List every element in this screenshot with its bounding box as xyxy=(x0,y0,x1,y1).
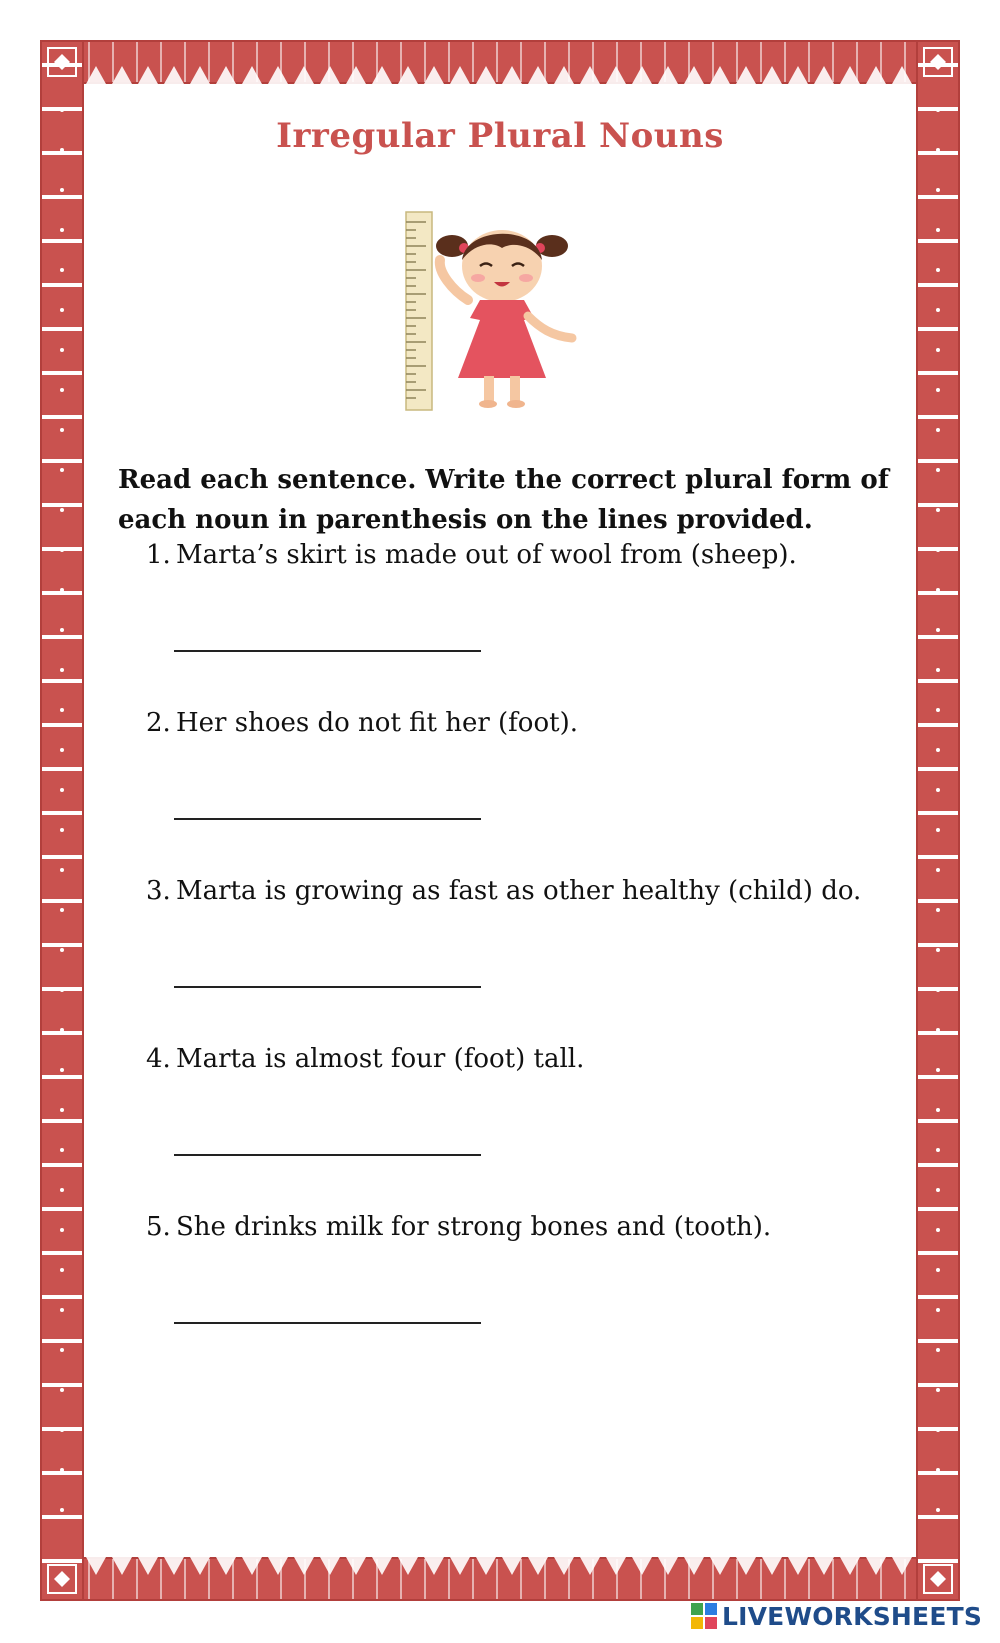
question-number: 5. xyxy=(146,1212,171,1242)
liveworksheets-logo-icon xyxy=(690,1602,718,1630)
question-1 xyxy=(146,538,926,572)
question-number: 4. xyxy=(146,1044,171,1074)
answer-line-5[interactable] xyxy=(174,1322,481,1324)
question-3 xyxy=(146,874,926,908)
question-5 xyxy=(146,1210,926,1244)
answer-line-1[interactable] xyxy=(174,650,481,652)
worksheet-title: Irregular Plural Nouns xyxy=(276,116,724,156)
question-text: Marta is almost four (foot) tall. xyxy=(176,1044,585,1074)
question-text: Marta’s skirt is made out of wool from (sheep). xyxy=(176,540,797,570)
answer-line-2[interactable] xyxy=(174,818,481,820)
girl-measuring-height-icon xyxy=(400,208,610,418)
question-text: Her shoes do not fit her (foot). xyxy=(176,708,578,738)
liveworksheets-branding[interactable] xyxy=(690,1596,990,1636)
question-number: 3. xyxy=(146,876,171,906)
question-4 xyxy=(146,1042,926,1076)
answer-line-3[interactable] xyxy=(174,986,481,988)
answer-line-4[interactable] xyxy=(174,1154,481,1156)
brand-name: LIVEWORKSHEETS xyxy=(722,1601,983,1631)
question-text: Marta is growing as fast as other healthy (child) do. xyxy=(176,876,862,906)
question-text: She drinks milk for strong bones and (tooth). xyxy=(176,1212,772,1242)
question-number: 2. xyxy=(146,708,171,738)
question-number: 1. xyxy=(146,540,171,570)
instructions-text: Read each sentence. Write the correct plural form of each noun in parenthesis on the lines provided. xyxy=(118,465,889,535)
question-2 xyxy=(146,706,926,740)
